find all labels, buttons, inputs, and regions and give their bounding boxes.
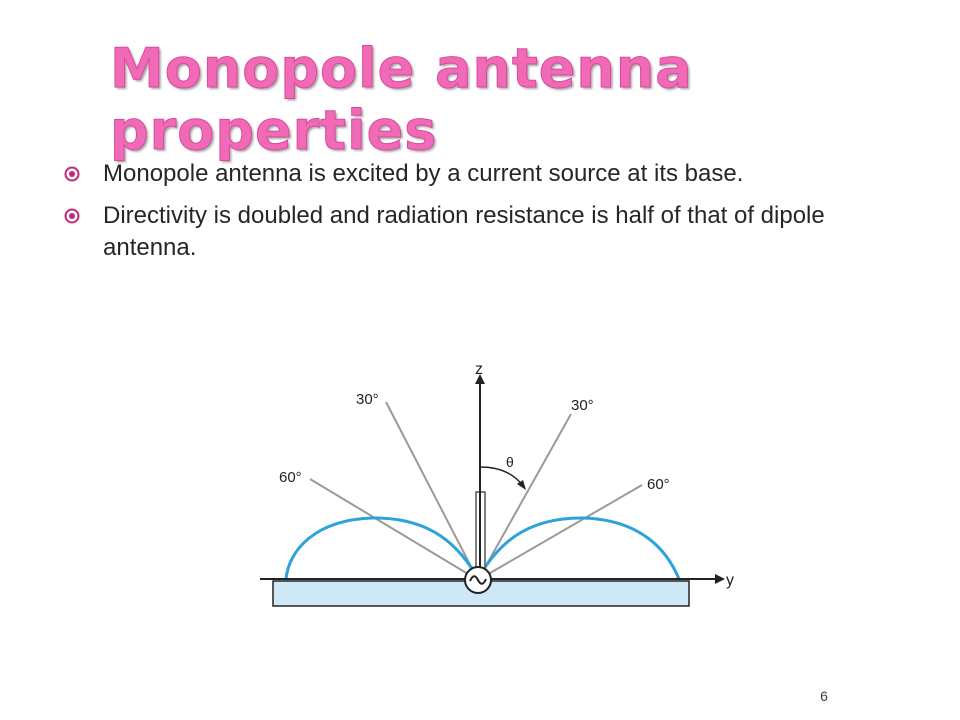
page-number: 6 bbox=[820, 688, 828, 704]
bullet-text: Directivity is doubled and radiation resistance is half of that of dipole antenna. bbox=[103, 202, 825, 261]
bullet-list bbox=[62, 158, 892, 274]
circled-dot-bullet-icon bbox=[64, 208, 80, 224]
y-axis-arrowhead bbox=[715, 574, 725, 584]
bullet-text: Monopole antenna is excited by a current source at its base. bbox=[103, 160, 744, 187]
theta-label: θ bbox=[506, 454, 514, 470]
monopole-diagram bbox=[255, 352, 735, 617]
pattern-lobe-left bbox=[286, 518, 478, 579]
angle-label-30-right: 30° bbox=[571, 397, 594, 414]
slide-title: Monopole antenna properties bbox=[110, 37, 693, 162]
line-30-right bbox=[478, 414, 571, 580]
circled-dot-bullet-icon bbox=[64, 166, 80, 182]
bullet-item bbox=[62, 158, 892, 190]
angle-label-60-left: 60° bbox=[279, 469, 302, 486]
y-axis-label: y bbox=[726, 572, 734, 589]
z-axis-label: z bbox=[475, 361, 483, 378]
bullet-item bbox=[62, 200, 892, 264]
line-60-right bbox=[478, 485, 642, 580]
angle-label-60-right: 60° bbox=[647, 476, 670, 493]
angle-label-30-left: 30° bbox=[356, 391, 379, 408]
theta-arc bbox=[480, 467, 523, 486]
current-source bbox=[465, 567, 491, 593]
